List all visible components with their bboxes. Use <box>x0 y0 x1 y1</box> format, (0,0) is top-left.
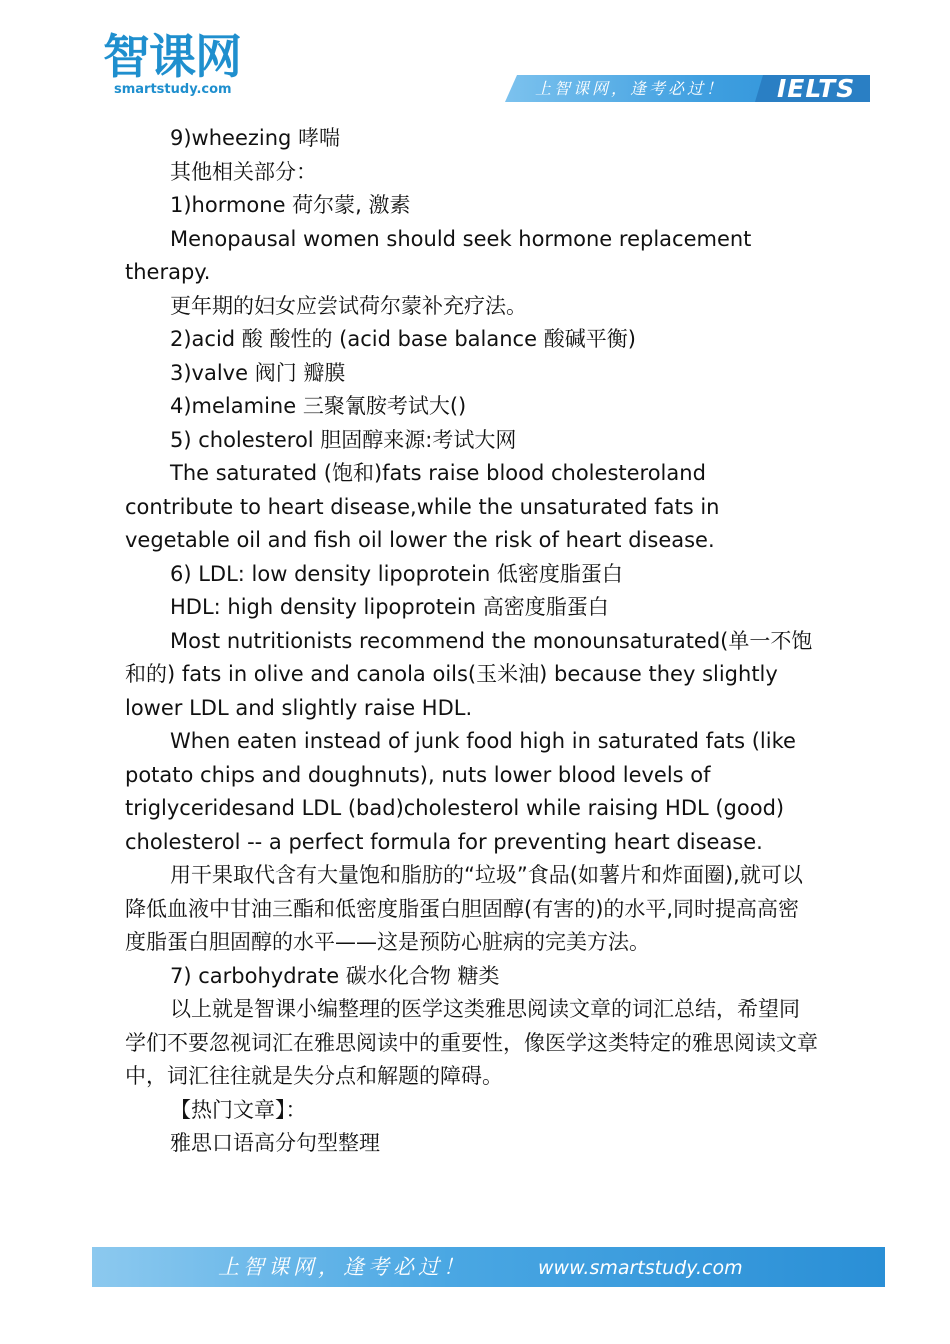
header-banner <box>505 75 870 102</box>
smartstudy-logo[interactable] <box>103 30 263 100</box>
paragraph: 2)acid 酸 酸性的 (acid base balance 酸碱平衡) <box>170 327 636 351</box>
paragraph: 7) carbohydrate 碳水化合物 糖类 <box>170 963 500 988</box>
header-slogan: 上智课网，逢考必过！ <box>535 79 726 98</box>
paragraph: Menopausal women should seek hormone replacement therapy. <box>125 226 759 284</box>
hot-articles-heading: 【热门文章】： <box>170 1097 307 1122</box>
paragraph: The saturated (饱和)fats raise blood cholesteroland contribute to heart disease,while the unsaturated fats in vegetable oil and fish oil lower the risk of heart disease. <box>125 461 727 552</box>
hot-article-link[interactable]: 雅思口语高分句型整理 <box>170 1131 380 1155</box>
article-body <box>125 122 820 1161</box>
paragraph: 用干果取代含有大量饱和脂肪的“垃圾”食品(如薯片和炸面圈),就可以降低血液中甘油三酯和低密度脂蛋白胆固醇(有害的)的水平,同时提高高密度脂蛋白胆固醇的水平——这是预防心脏病的完美方法。 <box>125 863 803 954</box>
footer-banner <box>92 1247 885 1287</box>
paragraph: 更年期的妇女应尝试荷尔蒙补充疗法。 <box>170 293 527 318</box>
footer-slogan: 上智课网，逢考必过！ <box>218 1255 468 1279</box>
paragraph: 1)hormone 荷尔蒙, 激素 <box>170 193 411 217</box>
ielts-label: IELTS <box>777 74 856 103</box>
logo-domain-text: smartstudy.com <box>114 82 232 97</box>
paragraph: 9)wheezing 哮喘 <box>170 126 341 150</box>
paragraph: 3)valve 阀门 瓣膜 <box>170 360 346 385</box>
paragraph: Most nutritionists recommend the monounsaturated(单一不饱和的) fats in olive and canola oils(玉米油) because they slightly lower LDL and slightly raise HDL. <box>125 628 813 720</box>
paragraph: 5) cholesterol 胆固醇来源:考试大网 <box>170 427 517 452</box>
paragraph: 以上就是智课小编整理的医学这类雅思阅读文章的词汇总结，希望同学们不要忽视词汇在雅思阅读中的重要性，像医学这类特定的雅思阅读文章中，词汇往往就是失分点和解题的障碍。 <box>125 997 818 1088</box>
paragraph: 6) LDL: low density lipoprotein 低密度脂蛋白 <box>170 561 623 586</box>
paragraph: HDL: high density lipoprotein 高密度脂蛋白 <box>170 595 609 619</box>
footer-url-link[interactable]: www.smartstudy.com <box>538 1257 743 1279</box>
logo-chinese-text: 智课网 <box>103 30 241 85</box>
paragraph: 4)melamine 三聚氰胺考试大() <box>170 394 467 418</box>
paragraph: 其他相关部分： <box>170 159 317 184</box>
paragraph: When eaten instead of junk food high in saturated fats (like potato chips and doughnuts), nuts lower blood levels of triglyceridesand LDL (bad)cholesterol while raising HDL (good) cholesterol -- a perfect formula for preventing heart disease. <box>125 729 803 854</box>
